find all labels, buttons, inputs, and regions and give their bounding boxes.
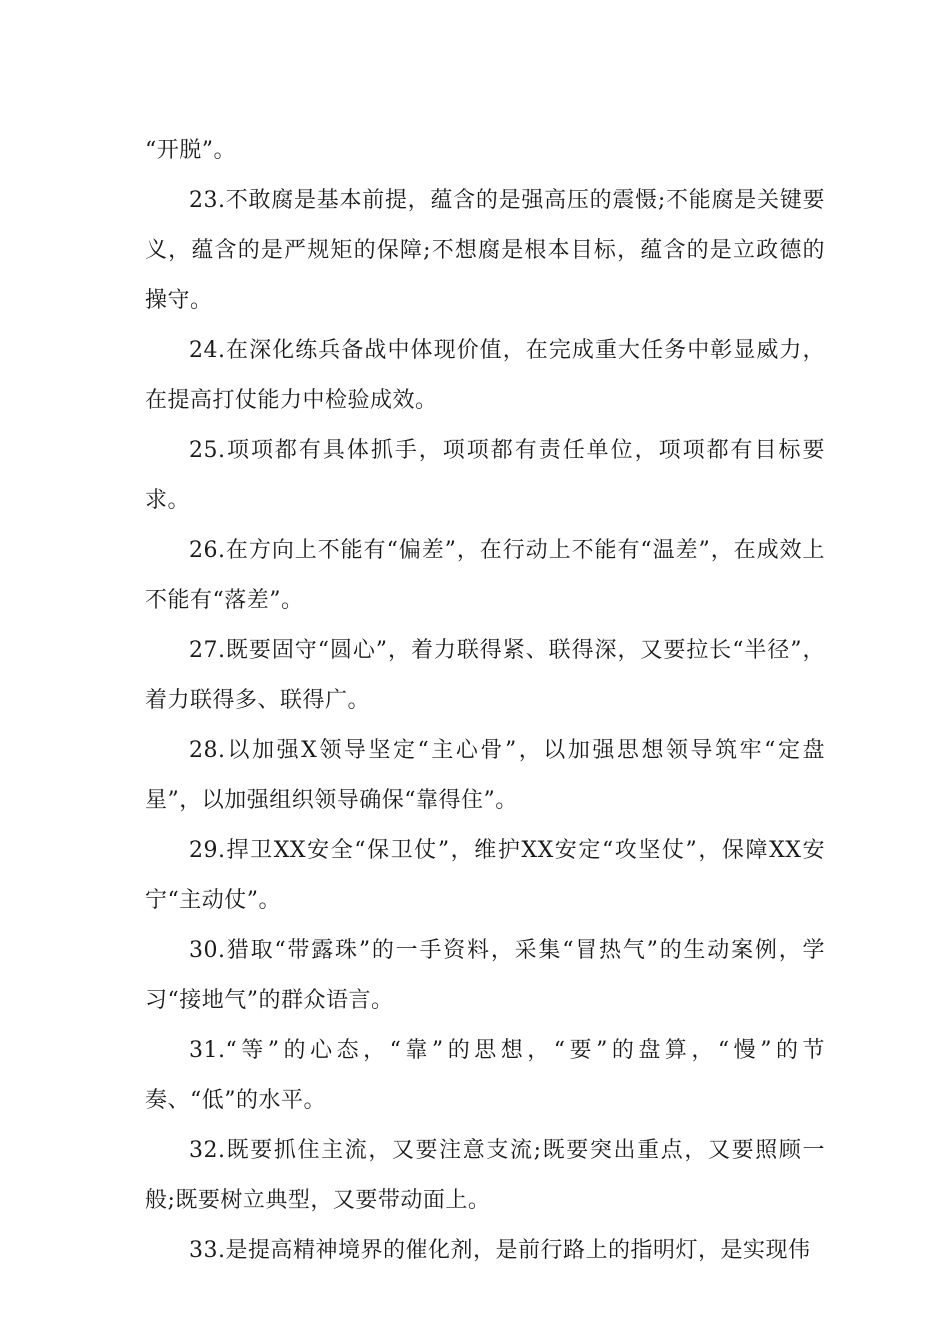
paragraph-item-29: 29.捍卫XX安全“保卫仗”，维护XX安定“攻坚仗”，保障XX安宁“主动仗”。 bbox=[145, 838, 825, 913]
paragraph-item-33: 33.是提高精神境界的催化剂，是前行路上的指明灯，是实现伟 bbox=[189, 1238, 811, 1263]
paragraph-item-31: 31.“等”的心态，“靠”的思想，“要”的盘算，“慢”的节奏、“低”的水平。 bbox=[145, 1038, 825, 1113]
paragraph-item-24: 24.在深化练兵备战中体现价值，在完成重大任务中彰显威力，在提高打仗能力中检验成效。 bbox=[145, 338, 825, 413]
paragraph-item-30: 30.猎取“带露珠”的一手资料，采集“冒热气”的生动案例，学习“接地气”的群众语言。 bbox=[145, 938, 825, 1013]
paragraph-item-27: 27.既要固守“圆心”，着力联得紧、联得深，又要拉长“半径”，着力联得多、联得广。 bbox=[145, 638, 825, 713]
paragraph-item-26: 26.在方向上不能有“偏差”，在行动上不能有“温差”，在成效上不能有“落差”。 bbox=[145, 538, 825, 613]
paragraph-item-25: 25.项项都有具体抓手，项项都有责任单位，项项都有目标要求。 bbox=[145, 438, 825, 513]
paragraph-item-23: 23.不敢腐是基本前提，蕴含的是强高压的震慑;不能腐是关键要义，蕴含的是严规矩的保障;不想腐是根本目标，蕴含的是立政德的操守。 bbox=[145, 188, 825, 313]
paragraph-continuation: “开脱”。 bbox=[145, 138, 236, 163]
paragraph-item-28: 28.以加强X领导坚定“主心骨”，以加强思想领导筑牢“定盘星”，以加强组织领导确保“靠得住”。 bbox=[145, 738, 825, 813]
document-body bbox=[145, 126, 825, 1276]
paragraph-item-32: 32.既要抓住主流，又要注意支流;既要突出重点，又要照顾一般;既要树立典型，又要带动面上。 bbox=[145, 1138, 825, 1213]
